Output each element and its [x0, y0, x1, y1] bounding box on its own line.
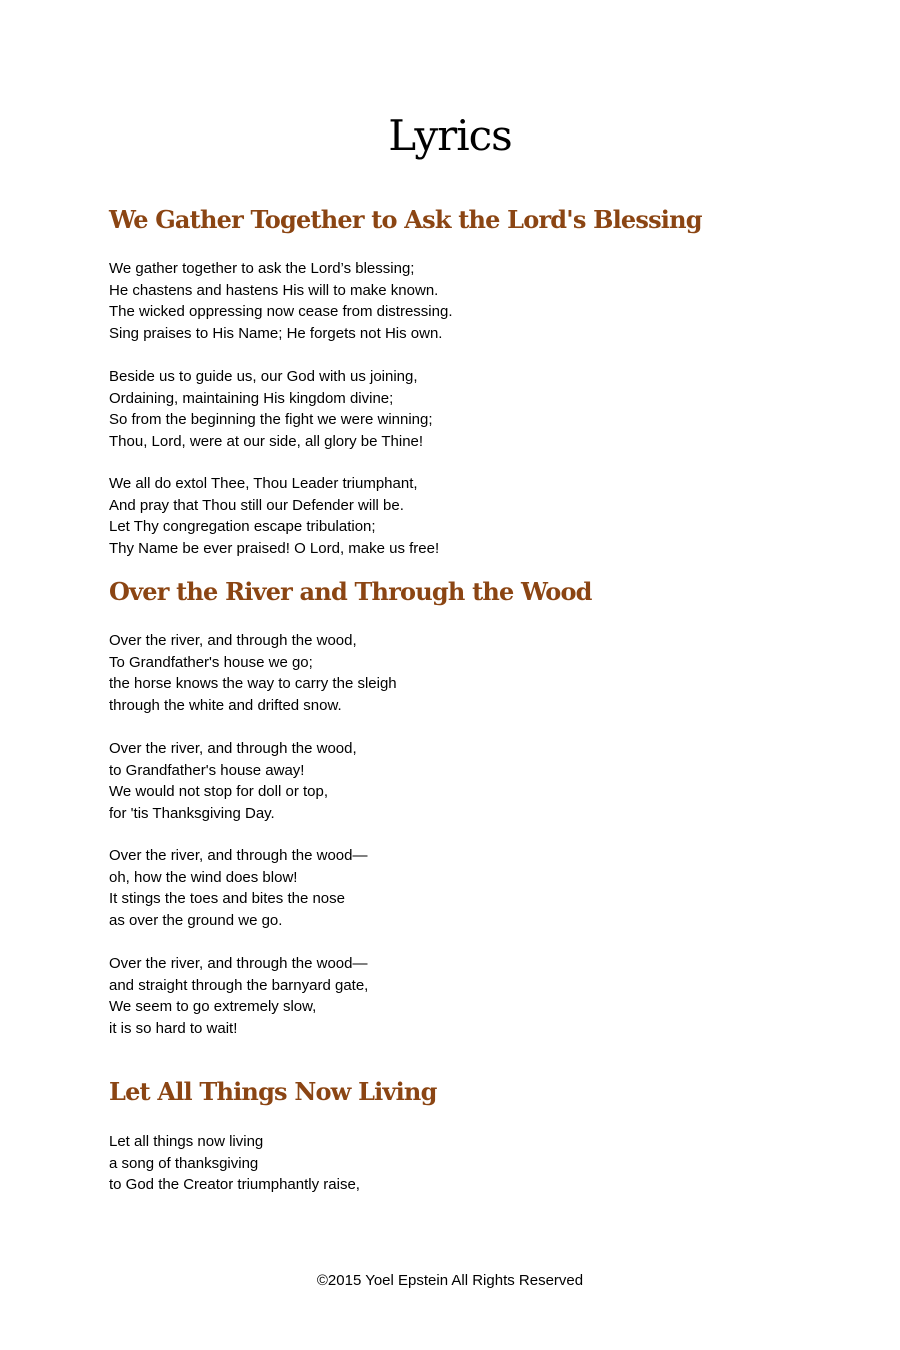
lyric-line: And pray that Thou still our Defender will be. — [109, 496, 404, 514]
lyric-line: We all do extol Thee, Thou Leader triumphant, — [109, 475, 418, 492]
song-title-let-all-things-now-living: Let All Things Now Living — [109, 1077, 437, 1106]
lyric-line: The wicked oppressing now cease from distressing. — [109, 303, 453, 320]
lyric-line: We would not stop for doll or top, — [109, 783, 329, 800]
song-title-we-gather-together: We Gather Together to Ask the Lord's Blessing — [109, 205, 702, 234]
lyric-line: We seem to go extremely slow, — [109, 998, 317, 1015]
lyric-line: a song of thanksgiving — [109, 1154, 259, 1172]
lyric-line: to Grandfather's house away! — [109, 761, 305, 779]
lyric-line: Over the river, and through the wood— — [109, 847, 368, 864]
lyric-line: We gather together to ask the Lord’s blessing; — [109, 260, 415, 277]
lyric-line: the horse knows the way to carry the sleigh — [109, 675, 397, 692]
lyric-line: So from the beginning the fight we were winning; — [109, 411, 433, 428]
song-2-stanza-1 — [109, 630, 397, 716]
lyric-line: for 'tis Thanksgiving Day. — [109, 804, 275, 822]
song-2-stanza-4 — [109, 953, 368, 1039]
lyric-line: as over the ground we go. — [109, 911, 283, 929]
lyric-line: It stings the toes and bites the nose — [109, 890, 345, 907]
lyric-line: Thy Name be ever praised! O Lord, make us free! — [109, 539, 440, 557]
song-2-stanza-3 — [109, 845, 367, 931]
copyright-footer: ©2015 Yoel Epstein All Rights Reserved — [316, 1272, 584, 1289]
lyric-line: Let all things now living — [109, 1133, 264, 1150]
lyric-line: He chastens and hastens His will to make known. — [109, 281, 439, 299]
lyric-line: Beside us to guide us, our God with us joining, — [109, 368, 418, 385]
lyric-line: oh, how the wind does blow! — [109, 868, 298, 886]
lyric-line: Over the river, and through the wood, — [109, 632, 357, 649]
song-2-stanza-2 — [109, 738, 357, 824]
lyric-line: it is so hard to wait! — [109, 1019, 238, 1037]
song-1-stanza-2 — [109, 366, 433, 452]
lyric-line: Sing praises to His Name; He forgets not His own. — [109, 324, 443, 342]
lyric-line: Let Thy congregation escape tribulation; — [109, 518, 376, 535]
song-1-stanza-3 — [109, 473, 439, 559]
lyric-line: through the white and drifted snow. — [109, 696, 342, 714]
lyric-line: Thou, Lord, were at our side, all glory be Thine! — [109, 432, 424, 450]
song-1-stanza-1 — [109, 258, 453, 344]
page-title: Lyrics — [388, 111, 512, 160]
lyric-line: To Grandfather's house we go; — [109, 653, 313, 671]
lyric-line: Ordaining, maintaining His kingdom divine; — [109, 389, 394, 407]
song-3-stanza-1 — [109, 1131, 360, 1196]
lyric-line: Over the river, and through the wood— — [109, 955, 368, 972]
lyric-line: Over the river, and through the wood, — [109, 740, 357, 757]
lyric-line: and straight through the barnyard gate, — [109, 976, 369, 994]
song-title-over-the-river: Over the River and Through the Wood — [109, 577, 592, 606]
lyric-line: to God the Creator triumphantly raise, — [109, 1176, 360, 1193]
